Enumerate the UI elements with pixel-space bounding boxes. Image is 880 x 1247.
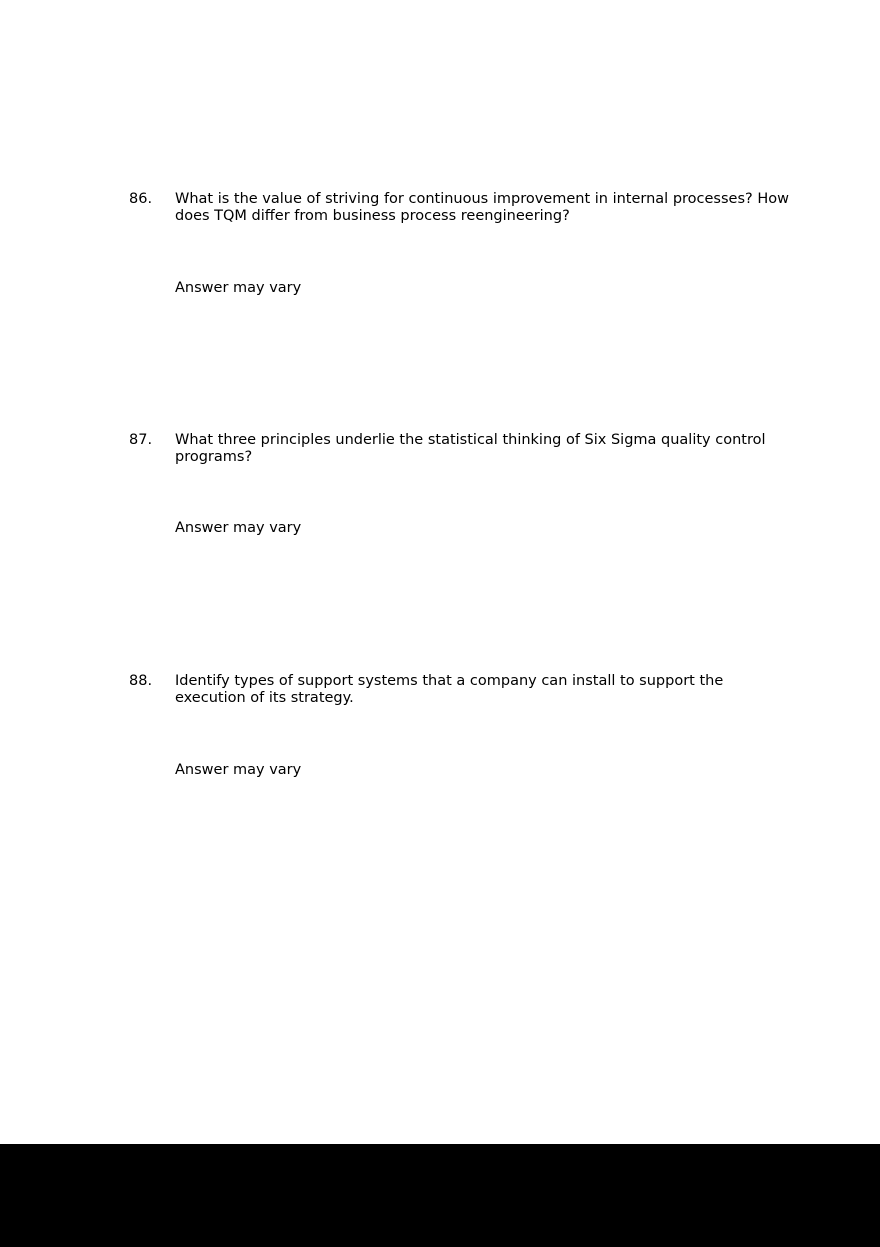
question-86 [129, 191, 789, 297]
answer-text: Answer may vary [175, 520, 302, 536]
question-text: What is the value of striving for continuous improvement in internal processes? How does TQM differ from business process reengineering? [175, 191, 789, 224]
bottom-black-band [0, 1144, 880, 1247]
question-number: 86. [129, 191, 153, 207]
question-text: Identify types of support systems that a company can install to support the execution of its strategy. [175, 673, 724, 706]
answer-text: Answer may vary [175, 280, 302, 296]
question-row [129, 191, 789, 225]
question-87 [129, 432, 789, 537]
question-88 [129, 673, 789, 779]
question-row [129, 673, 789, 707]
question-number: 87. [129, 432, 153, 448]
question-text: What three principles underlie the statistical thinking of Six Sigma quality control programs? [175, 432, 766, 465]
answer-text: Answer may vary [175, 762, 302, 778]
question-number: 88. [129, 673, 153, 689]
question-row [129, 432, 789, 466]
